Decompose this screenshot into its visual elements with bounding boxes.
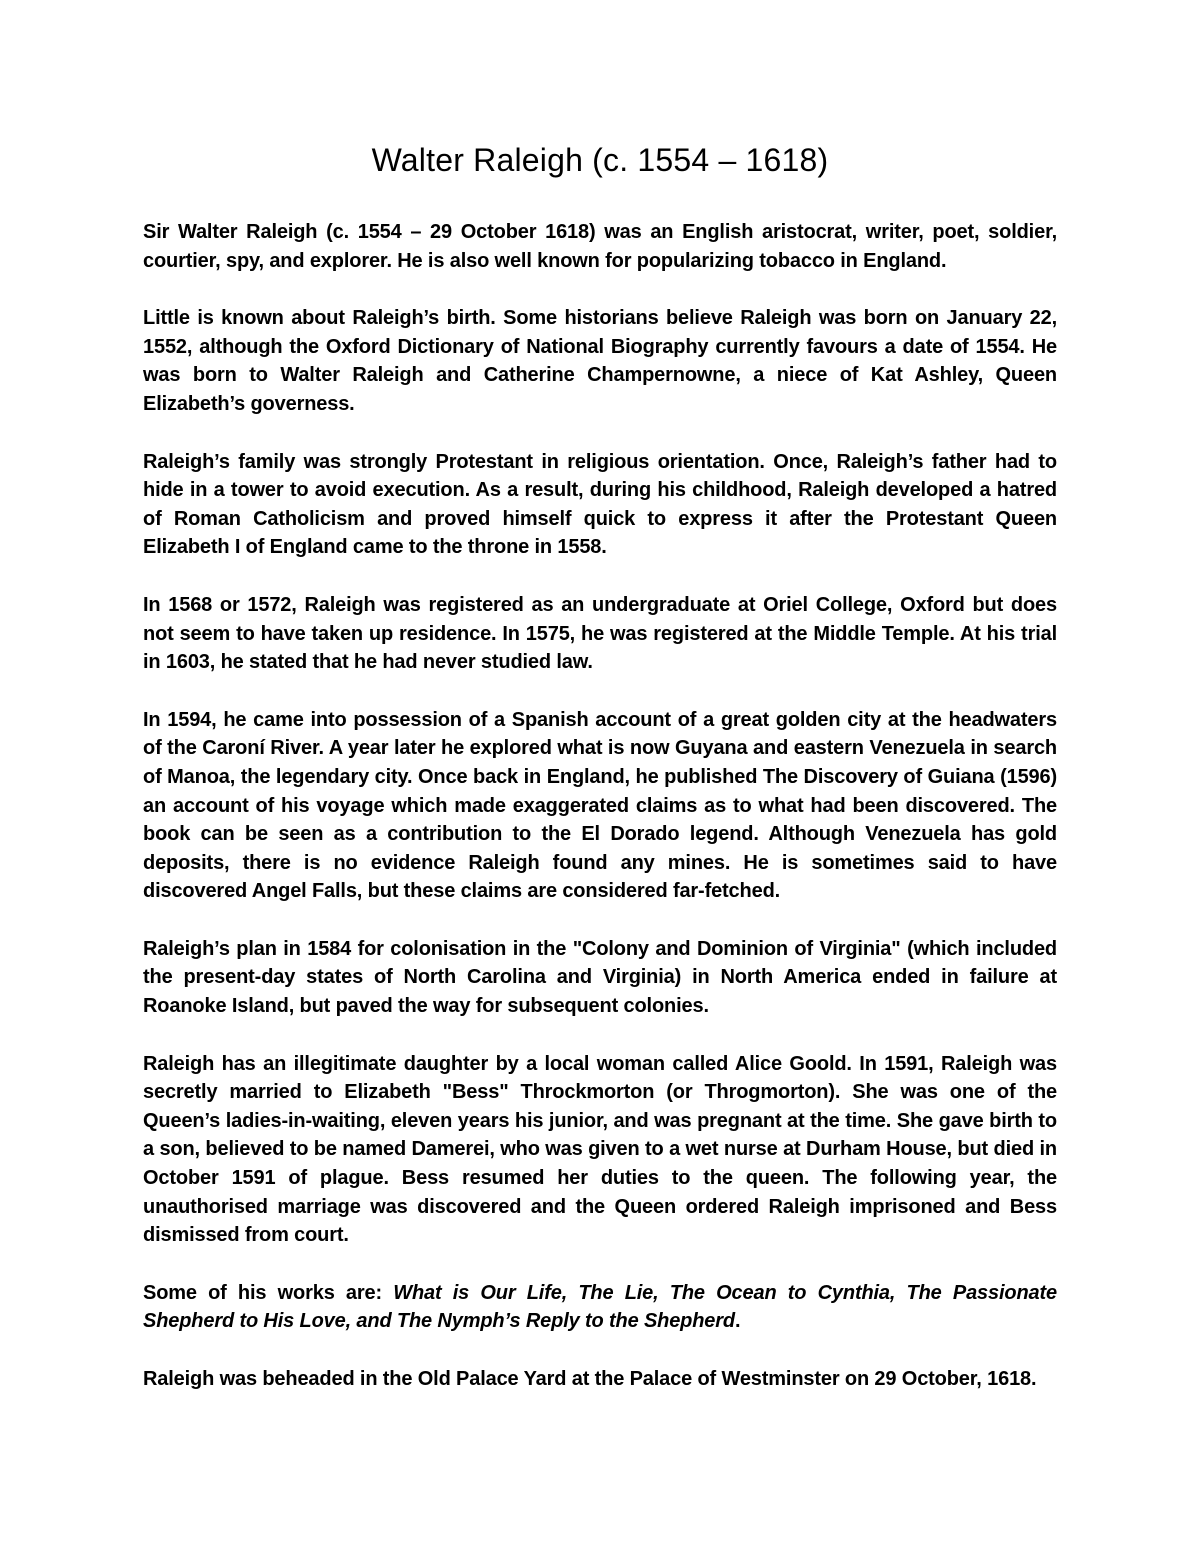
paragraph-intro: Sir Walter Raleigh (c. 1554 – 29 October 1618) was an English aristocrat, writer, poet, soldier, courtier, spy, and explorer. He is also well known for popularizing tobacco in England. <box>143 221 1057 272</box>
paragraph-virginia: Raleigh’s plan in 1584 for colonisation in the "Colony and Dominion of Virginia" (which included the present-day states of North Carolina and Virginia) in North America ended in failure at Roanoke Island, but paved the way for subsequent colonies. <box>143 937 1057 1018</box>
paragraph-family: Raleigh’s family was strongly Protestant in religious orientation. Once, Raleigh’s father had to hide in a tower to avoid execution. As a result, during his childhood, Raleigh developed a hatred of Roman Catholicism and proved himself quick to express it after the Protestant Queen Elizabeth I of England came to the throne in 1558. <box>143 450 1057 559</box>
works-list: What is Our Life, The Lie, The Ocean to Cynthia, The Passionate Shepherd to His Love, and The Nymph’s Reply to the Shepherd <box>143 1281 1058 1333</box>
works-end: . <box>734 1310 741 1333</box>
paragraph-works <box>143 1279 1057 1336</box>
paragraph-birth: Little is known about Raleigh’s birth. Some historians believe Raleigh was born on January 22, 1552, although the Oxford Dictionary of National Biography currently favours a date of 1554. He was born to Walter Raleigh and Catherine Champernowne, a niece of Kat Ashley, Queen Elizabeth’s governess. <box>143 307 1057 415</box>
works-intro: Some of his works are: <box>143 1281 394 1304</box>
document-body <box>143 218 1057 1423</box>
paragraph-education: In 1568 or 1572, Raleigh was registered as an undergraduate at Oriel College, Oxford but does not seem to have taken up residence. In 1575, he was registered at the Middle Temple. At his trial in 1603, he stated that he had never studied law. <box>143 593 1057 674</box>
page-title: Walter Raleigh (c. 1554 – 1618) <box>371 142 829 178</box>
paragraph-death: Raleigh was beheaded in the Old Palace Yard at the Palace of Westminster on 29 October, 1618. <box>143 1368 1037 1390</box>
paragraph-marriage: Raleigh has an illegitimate daughter by a local woman called Alice Goold. In 1591, Raleigh was secretly married to Elizabeth "Bess" Throckmorton (or Throgmorton). She was one of the Queen’s ladies-in-waiting, eleven years his junior, and was pregnant at the time. She gave birth to a son, believed to be named Damerei, who was given to a wet nurse at Durham House, but died in October 1591 of plague. Bess resumed her duties to the queen. The following year, the unauthorised marriage was discovered and the Queen ordered Raleigh imprisoned and Bess dismissed from court. <box>143 1052 1057 1247</box>
paragraph-guiana: In 1594, he came into possession of a Spanish account of a great golden city at the headwaters of the Caroní River. A year later he explored what is now Guyana and eastern Venezuela in search of Manoa, the legendary city. Once back in England, he published The Discovery of Guiana (1596) an account of his voyage which made exaggerated claims as to what had been discovered. The book can be seen as a contribution to the El Dorado legend. Although Venezuela has gold deposits, there is no evidence Raleigh found any mines. He is sometimes said to have discovered Angel Falls, but these claims are considered far-fetched. <box>143 708 1057 903</box>
